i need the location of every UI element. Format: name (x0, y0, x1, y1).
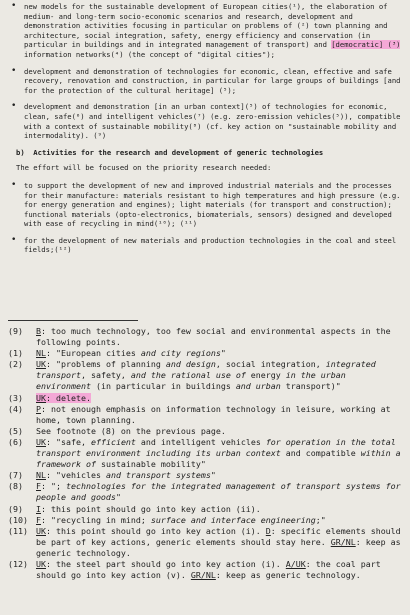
footnote-number: (11) (8, 525, 28, 536)
bullet-item-5 (8, 236, 404, 255)
footnote-item (8, 470, 404, 481)
bullet-text: new models for the sustainable development of European cities(¹), the elaboration of medium- and long-term socio-economic scenarios and research, development and demonstration activities focusing in particular on problems of (²) town planning and architecture, social integration, safety, energy efficiency and conservation (in particular in buildings and in integrated management of transport) and (24, 2, 392, 50)
footnote-item (8, 481, 404, 503)
footnote-number: (1) (8, 348, 23, 359)
bullet-item-3 (8, 102, 404, 140)
footnote-text: UK: "problems of planning and design, social integration, integrated transport, safety, and the rational use of energy in the urban environment (in particular in buildings and urban transport)" (36, 359, 381, 392)
highlighted-text: [democratic] (³) (331, 40, 401, 50)
bullet-item-2 (8, 67, 404, 96)
footnote-number: (8) (8, 481, 23, 492)
footnote-item (8, 426, 404, 437)
footnote-number: (4) (8, 403, 23, 414)
footnote-item (8, 437, 404, 470)
footnote-text: NL: "vehicles and transport systems" (36, 470, 216, 481)
bullet-text: for the development of new materials and production technologies in the coal and steel fields;(¹²) (24, 235, 401, 255)
footnote-number: (6) (8, 436, 23, 447)
intro-text: The effort will be focused on the priority research needed: (16, 163, 272, 173)
footnote-number: (10) (8, 514, 28, 525)
bullet-list (8, 2, 404, 262)
highlighted-text: UK: delete. (36, 392, 91, 403)
footnote-item (8, 559, 404, 581)
footnote-item (8, 526, 404, 559)
footnote-text (36, 393, 404, 404)
bullet-dot-icon: • (11, 65, 17, 76)
footnote-number: (9) (8, 503, 23, 514)
footnote-item (8, 359, 404, 392)
bullet-text-after: information networks(⁴) (the concept of "digital cities"); (24, 40, 405, 59)
footnote-text: UK: the steel part should go into key action (i). A/UK: the coal part should go into key action (v). GR/NL: keep as generic technology. (36, 558, 386, 581)
bullet-text: development and demonstration of technologies for economic, clean, effective and safe recovery, renovation and construction, in particular for large groups of buildings [and for the protection of the cultural heritage] (⁵); (24, 66, 405, 95)
footnote-text: UK: "safe, efficient and intelligent vehicles for operation in the total transport environment including its urban context and compatible within a framework of sustainable mobility" (36, 436, 406, 470)
footnote-number: (12) (8, 558, 28, 569)
footnote-number: (2) (8, 359, 23, 370)
footnote-text: UK: this point should go into key action (i). D: specific elements should be part of key actions, generic elements should stay here. GR/NL: keep as generic technology. (36, 525, 406, 558)
bullet-dot-icon: • (11, 101, 17, 112)
footnote-item (8, 393, 404, 404)
footnote-text: I: this point should go into key action (ii). (36, 503, 261, 514)
bullet-dot-icon: • (11, 179, 17, 190)
footnote-text: F: "; technologies for the integrated management of transport systems for people and goods" (36, 481, 406, 503)
footnotes (8, 326, 404, 581)
section-heading: b) Activities for the research and development of generic technologies (16, 147, 324, 157)
footnote-text: See footnote (8) on the previous page. (36, 425, 226, 436)
bullet-item-1 (8, 2, 404, 60)
bullet-dot-icon: • (11, 234, 17, 245)
footnote-divider (8, 320, 138, 321)
footnote-number: (9) (8, 326, 23, 336)
footnote-text: P: not enough emphasis on information technology in leisure, working at home, town planning. (36, 403, 396, 425)
footnote-item (8, 326, 404, 348)
footnote-text: B: too much technology, too few social and environmental aspects in the following points. (36, 326, 396, 348)
footnote-number: (7) (8, 470, 23, 481)
footnote-item (8, 348, 404, 359)
footnote-text: NL: "European cities and city regions" (36, 348, 226, 359)
bullet-text: to support the development of new and improved industrial materials and the processes for their manufacture: materials resistant to high temperatures and high pressure (e.g. for energy generation and engines); light materials (for transport and construction); functional materials (opto-electronics, biomaterials, sensors) designed and developed with ease of recycling in mind(¹⁰); (¹¹) (24, 180, 405, 229)
bullet-text: development and demonstration [in an urban context](⁵) of technologies for economic, clean, safe(⁶) and intelligent vehicles(⁷) (e.g. zero-emission vehicles(⁵)), compatible with a context of sustainable mobility(⁸) (cf. key action on "sustainable mobility and intermodality). (⁹) (24, 102, 405, 141)
footnote-item (8, 515, 404, 526)
footnote-number: (3) (8, 392, 23, 403)
bullet-item-4 (8, 181, 404, 229)
bullet-dot-icon: • (11, 1, 17, 11)
footnote-item (8, 404, 404, 426)
footnote-item (8, 504, 404, 515)
footnote-text: F: "recycling in mind; surface and interface engineering;" (36, 514, 326, 525)
footnote-number: (5) (8, 425, 23, 436)
